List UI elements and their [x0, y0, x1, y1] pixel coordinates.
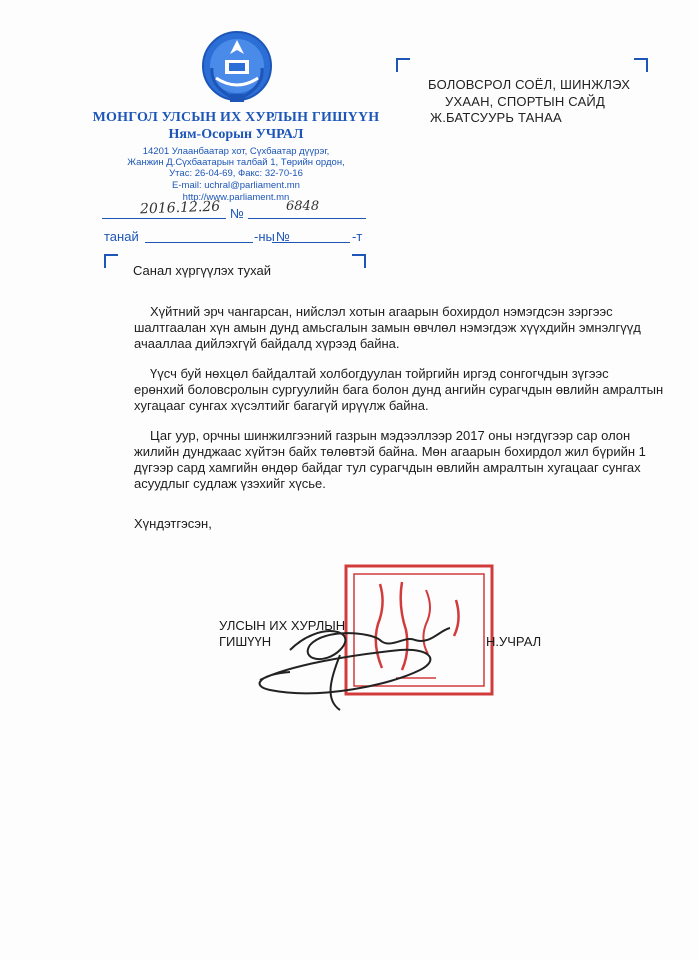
- website-line: http://www.parliament.mn: [182, 192, 290, 203]
- phone-line: Утас: 26-04-69, Факс: 32-70-16: [169, 168, 303, 179]
- state-emblem-icon: [200, 28, 274, 108]
- letter-date: 2016.12.26: [139, 198, 221, 218]
- address-line: 14201 Улаанбаатар хот, Сүхбаатар дүүрэг,: [142, 146, 330, 157]
- body-paragraph: [134, 428, 646, 492]
- email-line: E-mail: uchral@parliament.mn: [172, 180, 300, 191]
- number-label: №: [230, 206, 244, 221]
- body-line: Үүсч буй нөхцөл байдалтай холбогдуулан тойргийн иргэд сонгогчдын зүгээс: [150, 366, 609, 381]
- body-line: жилийн дунджаас хүйтэн байх төлөвтэй байна. Мөн агаарын бохирдол жил бүрийн 1: [134, 444, 646, 459]
- body-paragraph: [134, 366, 664, 414]
- letter-number: 6848: [286, 199, 320, 214]
- reply-number-underline: [272, 242, 350, 243]
- closing-greeting: Хүндэтгэсэн,: [134, 516, 212, 531]
- body-line: асуудлыг судлаж үзэхийг хүсье.: [134, 476, 326, 491]
- body-line: дүгээр сард хамгийн өндөр байдаг тул сурагчдын өвлийн амралтын хугацааг сунгах: [134, 460, 641, 475]
- recipient-line: Ж.БАТСУУРЬ ТАНАА: [430, 110, 562, 125]
- address-line: Жанжин Д.Сүхбаатарын талбай 1, Төрийн ордон,: [127, 157, 345, 168]
- signer-name: Н.УЧРАЛ: [486, 634, 542, 649]
- reply-suffix: -т: [352, 229, 363, 244]
- body-paragraph: [134, 304, 641, 352]
- body-line: Хүйтний эрч чангарсан, нийслэл хотын агаарын бохирдол нэмэгдсэн зэргээс: [150, 304, 613, 319]
- reply-prefix: танай: [104, 229, 139, 244]
- signer-title: ГИШҮҮН: [219, 634, 272, 649]
- letter-subject: Санал хүргүүлэх тухай: [133, 263, 271, 278]
- reply-number-label: №: [276, 229, 290, 244]
- reply-date-underline: [145, 242, 253, 243]
- body-line: хугацааг сунгах хүсэлтийг багагүй ирүүлж байна.: [134, 398, 429, 413]
- body-line: шалтгаалан хүн амын дунд амьсгалын замын өвчлөл нэмэгдэж хүүхдийн эмнэлгүүд: [134, 320, 641, 335]
- corner-mark: [104, 254, 118, 268]
- corner-mark: [352, 254, 366, 268]
- body-line: ачааллаа дийлэхгүй байдалд хүрээд байна.: [134, 336, 400, 351]
- recipient-line: БОЛОВСРОЛ СОЁЛ, ШИНЖЛЭХ: [428, 77, 631, 92]
- org-title: МОНГОЛ УЛСЫН ИХ ХУРЛЫН ГИШҮҮН: [92, 110, 380, 125]
- member-name: Ням-Осорын УЧРАЛ: [168, 127, 304, 142]
- body-line: Цаг уур, орчны шинжилгээний газрын мэдээллээр 2017 оны нэгдүгээр сар олон: [150, 428, 631, 443]
- number-underline: [248, 218, 366, 219]
- corner-mark: [396, 58, 410, 72]
- corner-mark: [634, 58, 648, 72]
- body-line: ерөнхий боловсролын сургуулийн бага болон дунд ангийн сурагчдын өвлийн амралтын: [134, 382, 664, 397]
- reply-mid: -ны: [254, 229, 275, 244]
- signer-title: УЛСЫН ИХ ХУРЛЫН: [219, 618, 346, 633]
- handwritten-signature: [230, 610, 460, 720]
- date-underline: [102, 218, 226, 219]
- recipient-line: УХААН, СПОРТЫН САЙД: [445, 94, 605, 109]
